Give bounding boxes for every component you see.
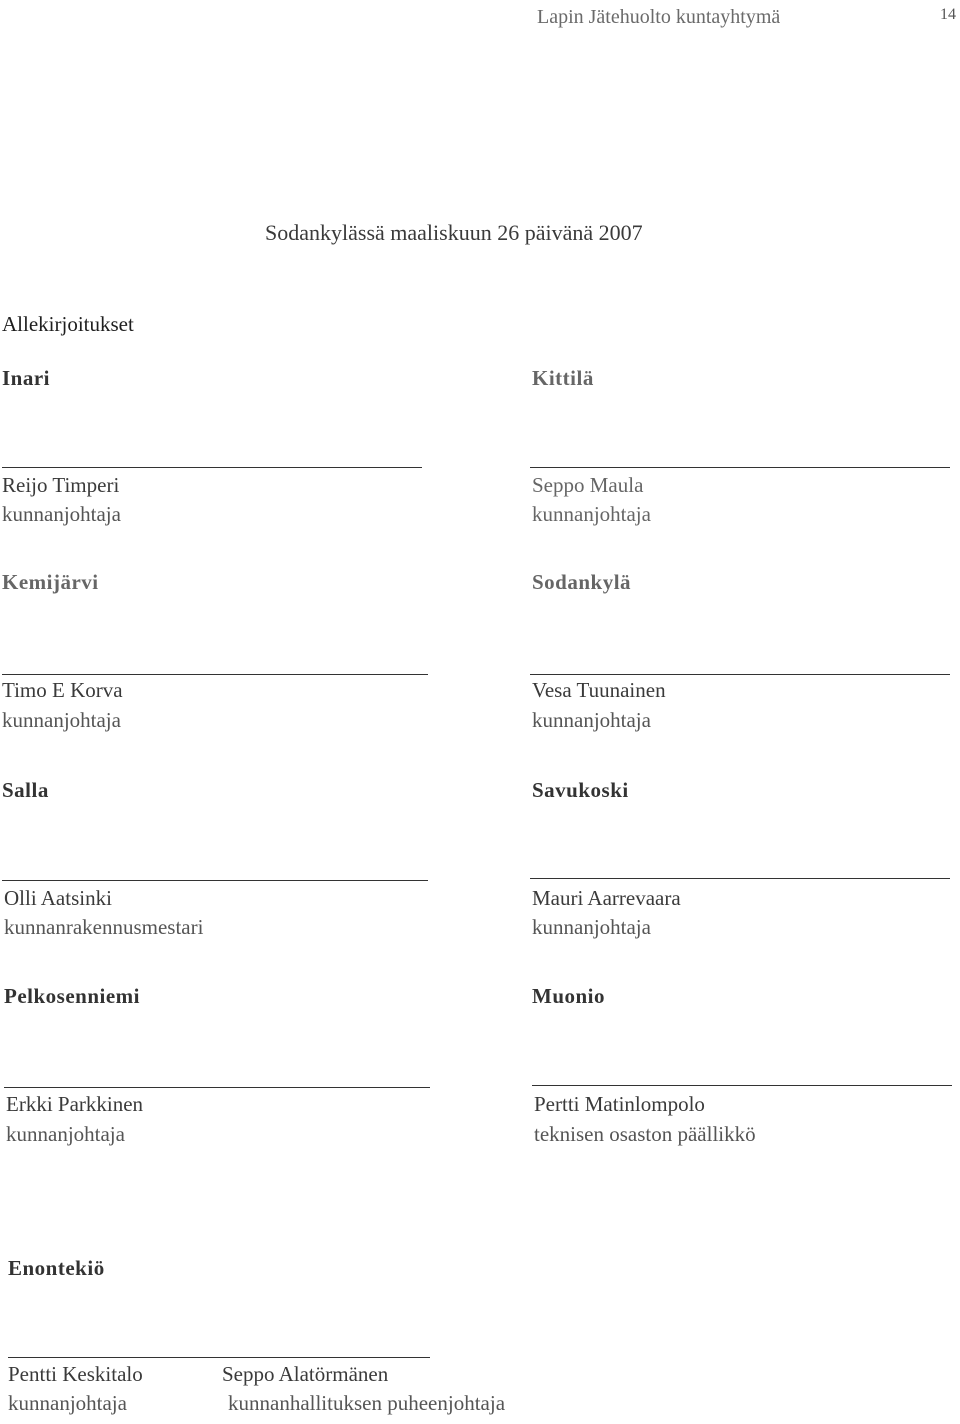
signature-line [4, 1087, 430, 1088]
signer-title: kunnanjohtaja [532, 915, 651, 939]
signature-line [2, 674, 428, 675]
signature-line [2, 880, 428, 881]
municipality-pelkosenniemi: Pelkosenniemi [4, 984, 140, 1008]
signer-title: teknisen osaston päällikkö [534, 1122, 756, 1146]
signer-name: Seppo Alatörmänen [222, 1362, 389, 1386]
signer-name: Vesa Tuunainen [532, 678, 666, 702]
signer-title: kunnanjohtaja [2, 502, 121, 526]
municipality-kittila: Kittilä [532, 366, 594, 390]
signer-name: Reijo Timperi [2, 473, 120, 497]
signer-name: Erkki Parkkinen [6, 1092, 144, 1116]
signature-line [530, 878, 950, 879]
signer-title: kunnanhallituksen puheenjohtaja [228, 1391, 506, 1415]
signer-name: Pertti Matinlompolo [534, 1092, 705, 1116]
signer-name: Timo E Korva [2, 678, 123, 702]
signature-line [532, 1085, 952, 1086]
signer-title: kunnanjohtaja [2, 708, 121, 732]
signer-title: kunnanjohtaja [532, 708, 651, 732]
municipality-kemijarvi: Kemijärvi [2, 570, 99, 594]
signatures-heading: Allekirjoitukset [2, 312, 134, 336]
municipality-enontekio: Enontekiö [8, 1256, 105, 1280]
document-header-title: Lapin Jätehuolto kuntayhtymä [537, 6, 781, 28]
signer-title: kunnanjohtaja [8, 1391, 127, 1415]
signer-name: Seppo Maula [532, 473, 644, 497]
signature-line [2, 467, 422, 468]
page-number: 14 [940, 6, 956, 23]
signature-line [8, 1357, 430, 1358]
signer-name: Pentti Keskitalo [8, 1362, 143, 1386]
signature-line [530, 467, 950, 468]
signer-title: kunnanrakennusmestari [4, 915, 204, 939]
municipality-salla: Salla [2, 778, 49, 802]
municipality-muonio: Muonio [532, 984, 606, 1008]
municipality-savukoski: Savukoski [532, 778, 629, 802]
signature-line [530, 674, 950, 675]
signer-title: kunnanjohtaja [532, 502, 651, 526]
municipality-sodankyla: Sodankylä [532, 570, 632, 594]
signer-title: kunnanjohtaja [6, 1122, 125, 1146]
place-date-line: Sodankylässä maaliskuun 26 päivänä 2007 [265, 220, 643, 245]
municipality-inari: Inari [2, 366, 51, 390]
signer-name: Mauri Aarrevaara [532, 886, 681, 910]
signer-name: Olli Aatsinki [4, 886, 112, 910]
